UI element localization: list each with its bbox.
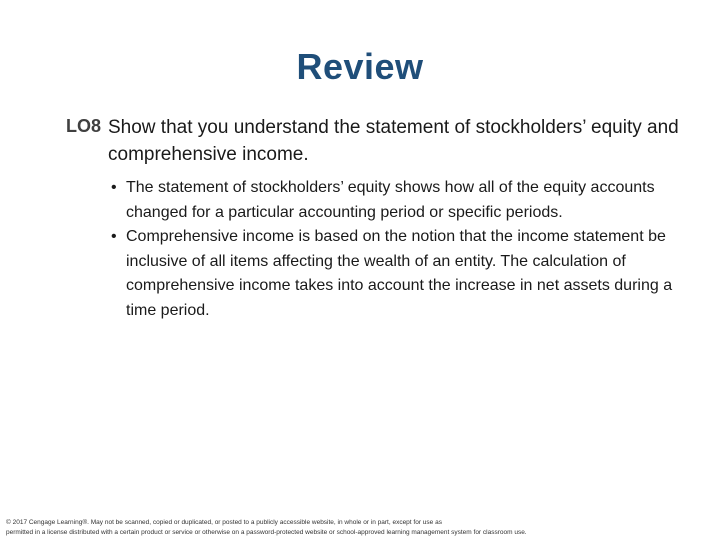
bullet-icon: •	[111, 228, 117, 245]
bullet-list	[108, 176, 688, 323]
bullet-icon: •	[111, 179, 117, 196]
bullet-item	[108, 176, 688, 225]
bullet-item	[108, 225, 688, 323]
learning-objective-label: LO8	[66, 116, 102, 136]
slide-title: Review	[296, 46, 424, 87]
bullet-text: The statement of stockholders’ equity shows how all of the equity accounts changed for a particular accounting period or specific periods.	[126, 179, 655, 221]
bullet-text: Comprehensive income is based on the notion that the income statement be inclusive of all items affecting the wealth of an entity. The calculation of comprehensive income takes into account the increase in net assets during a time period.	[126, 228, 673, 319]
learning-objective-text: Show that you understand the statement of stockholders’ equity and comprehensive income.	[108, 117, 679, 165]
copyright-notice: © 2017 Cengage Learning®. May not be scanned, copied or duplicated, or posted to a publicly accessible website, in whole or in part, except for use as permitted in a license distributed with a certain product or service or otherwise on a password-protected website or school-approved learning management system for classroom use.	[6, 519, 527, 536]
